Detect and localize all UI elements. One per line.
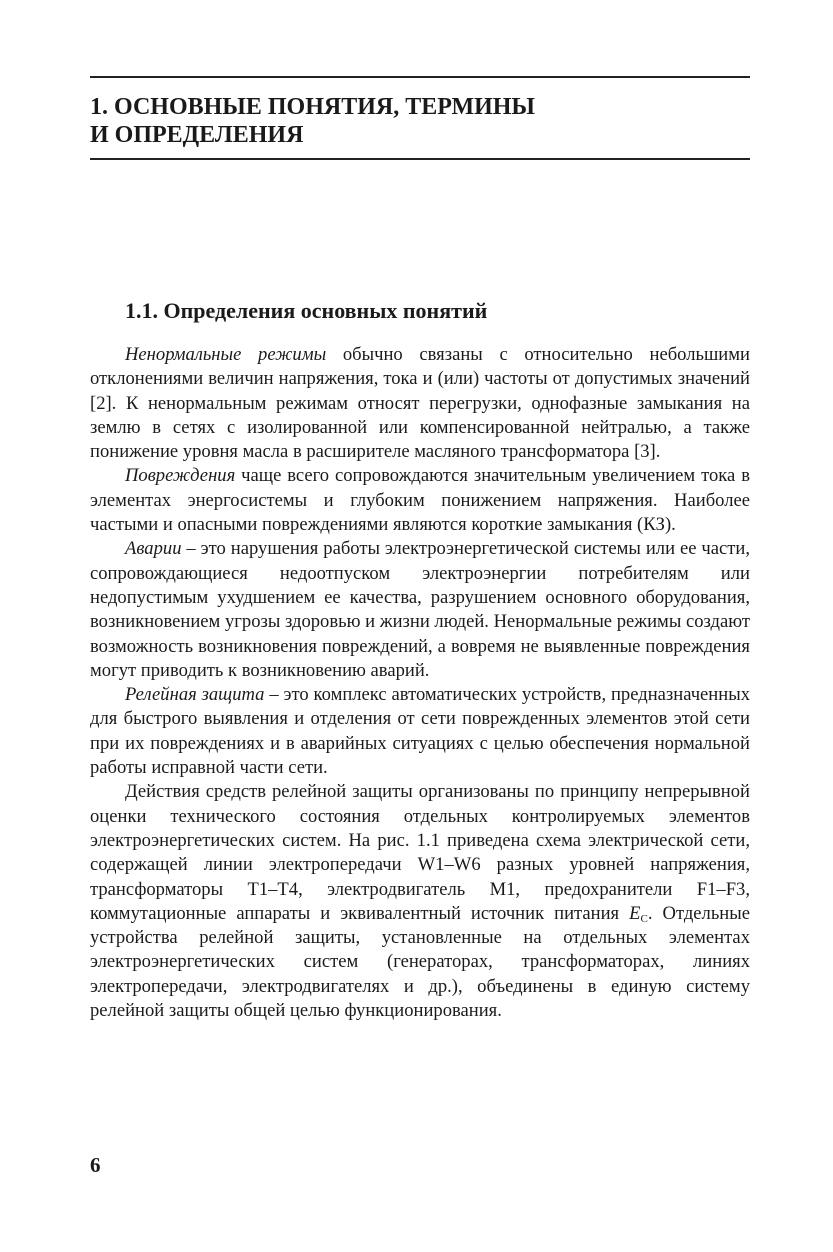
chapter-title <box>90 93 750 149</box>
chapter-title-line-2: И ОПРЕДЕЛЕНИЯ <box>90 122 304 148</box>
paragraph-relay-protection <box>90 683 750 780</box>
bottom-rule <box>90 158 750 160</box>
paragraph-damages <box>90 464 750 537</box>
term-accidents: Аварии <box>125 538 182 560</box>
paragraph-text: – это комплекс автоматических устройств, предназначенных для быстрого выявления и отделения от сети поврежденных элементов этой сети при их повреждениях и в аварийных ситуациях с целью обеспечения нормальной работы исправной части сети. <box>90 684 750 779</box>
source-subscript: C <box>640 912 648 925</box>
paragraph-text-before: Действия средств релейной защиты организованы по принципу непрерывной оценки технического состояния отдельных контролируемых элементов электроэнергетических систем. На рис. 1.1 приведена схема электрической сети, содержащей линии электропередачи W1–W6 разных уровней напряжения, трансформаторы T1–T4, электродвигатель М1, предохранители F1–F3, коммутационные аппараты и эквивалентный источник питания <box>90 781 750 924</box>
source-symbol: E <box>629 902 641 924</box>
top-rule <box>90 76 750 78</box>
section-title: 1.1. Определения основных понятий <box>125 298 488 323</box>
paragraph-text: чаще всего сопровождаются значительным увеличением тока в элементах энергосистемы и глубоким понижением напряжения. Наиболее частыми и опасными повреждениями являются короткие замыкания (КЗ). <box>90 465 750 536</box>
paragraph-text-after: . Отдельные устройства релейной защиты, установленные на отдельных элементах электроэнергетических систем (генераторах, трансформаторах, линиях электропередачи, электродвигателях и др.), объединены в единую систему релейной защиты общей целью функционирования. <box>90 902 750 1022</box>
body-text <box>90 343 750 1023</box>
chapter-title-line-1: 1. ОСНОВНЫЕ ПОНЯТИЯ, ТЕРМИНЫ <box>90 94 535 120</box>
paragraph-abnormal-modes <box>90 343 750 464</box>
term-abnormal-modes: Ненормальные режимы <box>125 344 327 365</box>
term-damages: Повреждения <box>125 465 236 487</box>
page-number: 6 <box>90 1153 101 1177</box>
paragraph-text: обычно связаны с относительно небольшими отклонениями величин напряжения, тока и (или) частоты от допустимых значений [2]. К ненормальным режимам относят перегрузки, однофазные замыкания на землю в сетях с изолированной или компенсированной нейтралью, а также понижение уровня масла в расширителе масляного трансформатора [3]. <box>90 344 750 463</box>
term-relay-protection: Релейная защита <box>125 684 265 706</box>
paragraph-accidents <box>90 537 750 683</box>
paragraph-protection-system <box>90 780 750 1023</box>
paragraph-text: – это нарушения работы электроэнергетической системы или ее части, сопровождающиеся недоотпуском электроэнергии потребителям или недопустимым ухудшением ее качества, разрушением основного оборудования, возникновением угрозы здоровью и жизни людей. Ненормальные режимы создают возможность возникновения повреждений, а вовремя не выявленные повреждения могут приводить к возникновению аварий. <box>90 538 751 681</box>
